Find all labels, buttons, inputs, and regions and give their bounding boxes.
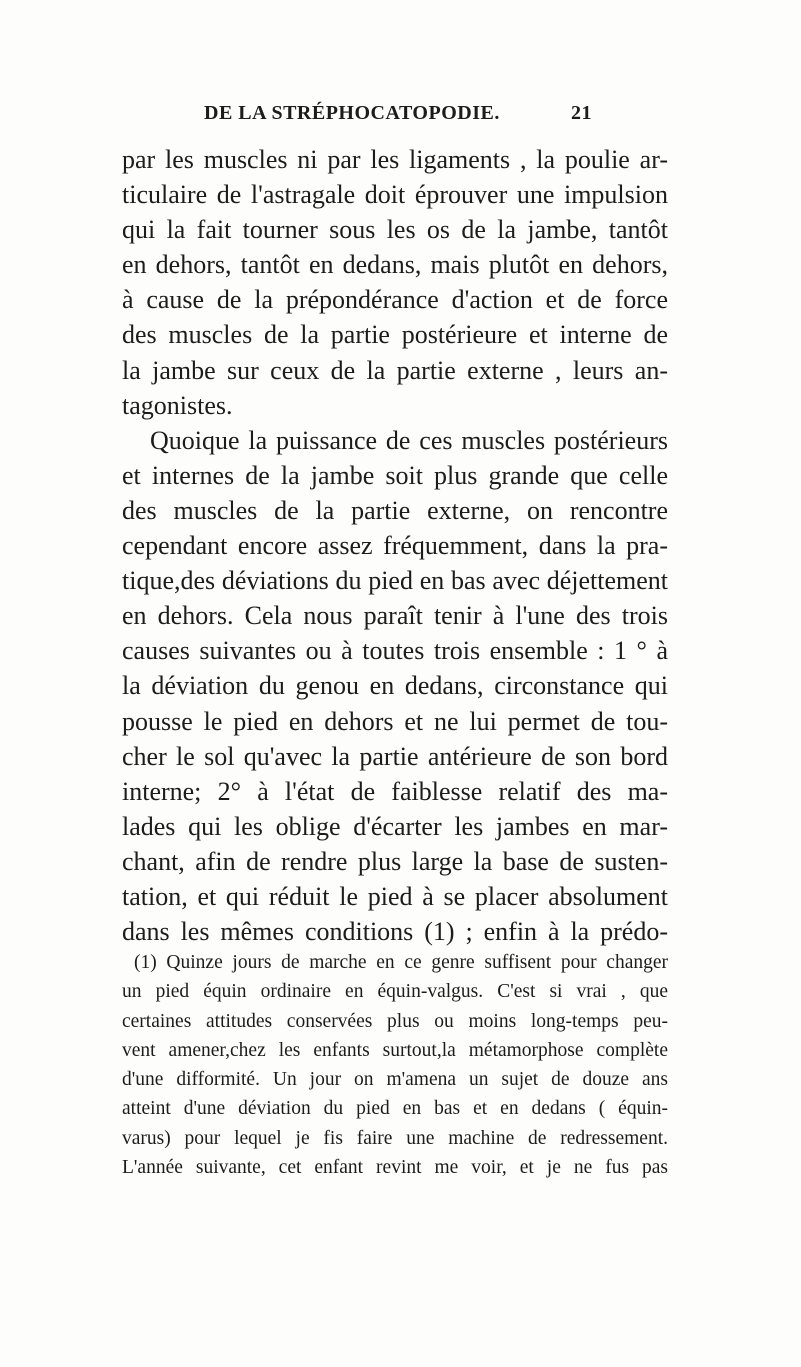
footnote-line: L'année suivante, cet enfant revint me voir, et je ne fus pas: [122, 1157, 668, 1179]
footnote-line: atteint d'une déviation du pied en bas et en dedans ( équin-: [122, 1098, 668, 1120]
text-line: par les muscles ni par les ligaments , la poulie ar-: [122, 145, 668, 174]
footnote-line: vent amener,chez les enfants surtout,la métamorphose complète: [122, 1039, 668, 1061]
text-line: tique,des déviations du pied en bas avec déjettement: [122, 566, 668, 596]
text-line: tagonistes.: [122, 390, 233, 420]
running-header: [204, 100, 592, 130]
text-line: en dehors, tantôt en dedans, mais plutôt en dehors,: [122, 250, 668, 280]
text-line: pousse le pied en dehors et ne lui permet de tou-: [122, 706, 668, 736]
text-line: et internes de la jambe soit plus grande que celle: [122, 460, 668, 490]
footnote-line: certaines attitudes conservées plus ou moins long-temps peu-: [122, 1010, 668, 1032]
text-line: interne; 2° à l'état de faiblesse relatif des ma-: [122, 776, 668, 806]
main-text: [122, 142, 668, 949]
text-line: la déviation du genou en dedans, circonstance qui: [122, 671, 668, 701]
text-line: Quoique la puissance de ces muscles postérieurs: [150, 425, 668, 455]
page-number: 21: [571, 102, 592, 124]
text-line: dans les mêmes conditions (1) ; enfin à la prédo-: [122, 917, 668, 947]
footnote-line: d'une difformité. Un jour on m'amena un sujet de douze ans: [122, 1069, 668, 1091]
text-line: des muscles de la partie externe, on rencontre: [122, 495, 668, 525]
text-line: des muscles de la partie postérieure et interne de: [122, 320, 668, 350]
text-line: qui la fait tourner sous les os de la jambe, tantôt: [122, 215, 668, 245]
footnote: [122, 948, 668, 1182]
running-title: DE LA STRÉPHOCATOPODIE.: [204, 102, 500, 124]
text-line: cher le sol qu'avec la partie antérieure de son bord: [122, 741, 668, 771]
text-line: ticulaire de l'astragale doit éprouver une impulsion: [122, 180, 668, 210]
text-line: lades qui les oblige d'écarter les jambes en mar-: [122, 811, 668, 841]
text-line: à cause de la prépondérance d'action et de force: [122, 285, 668, 315]
footnote-line: (1) Quinze jours de marche en ce genre suffisent pour changer: [134, 952, 668, 973]
text-line: chant, afin de rendre plus large la base de susten-: [122, 846, 668, 876]
text-line: cependant encore assez fréquemment, dans la pra-: [122, 531, 668, 561]
footnote-line: varus) pour lequel je fis faire une machine de redressement.: [122, 1127, 668, 1149]
text-line: causes suivantes ou à toutes trois ensemble : 1 ° à: [122, 636, 668, 666]
text-line: la jambe sur ceux de la partie externe , leurs an-: [122, 355, 668, 385]
text-line: tation, et qui réduit le pied à se placer absolument: [122, 881, 668, 911]
footnote-line: un pied équin ordinaire en équin-valgus. C'est si vrai , que: [122, 981, 668, 1003]
text-line: en dehors. Cela nous paraît tenir à l'une des trois: [122, 601, 668, 631]
